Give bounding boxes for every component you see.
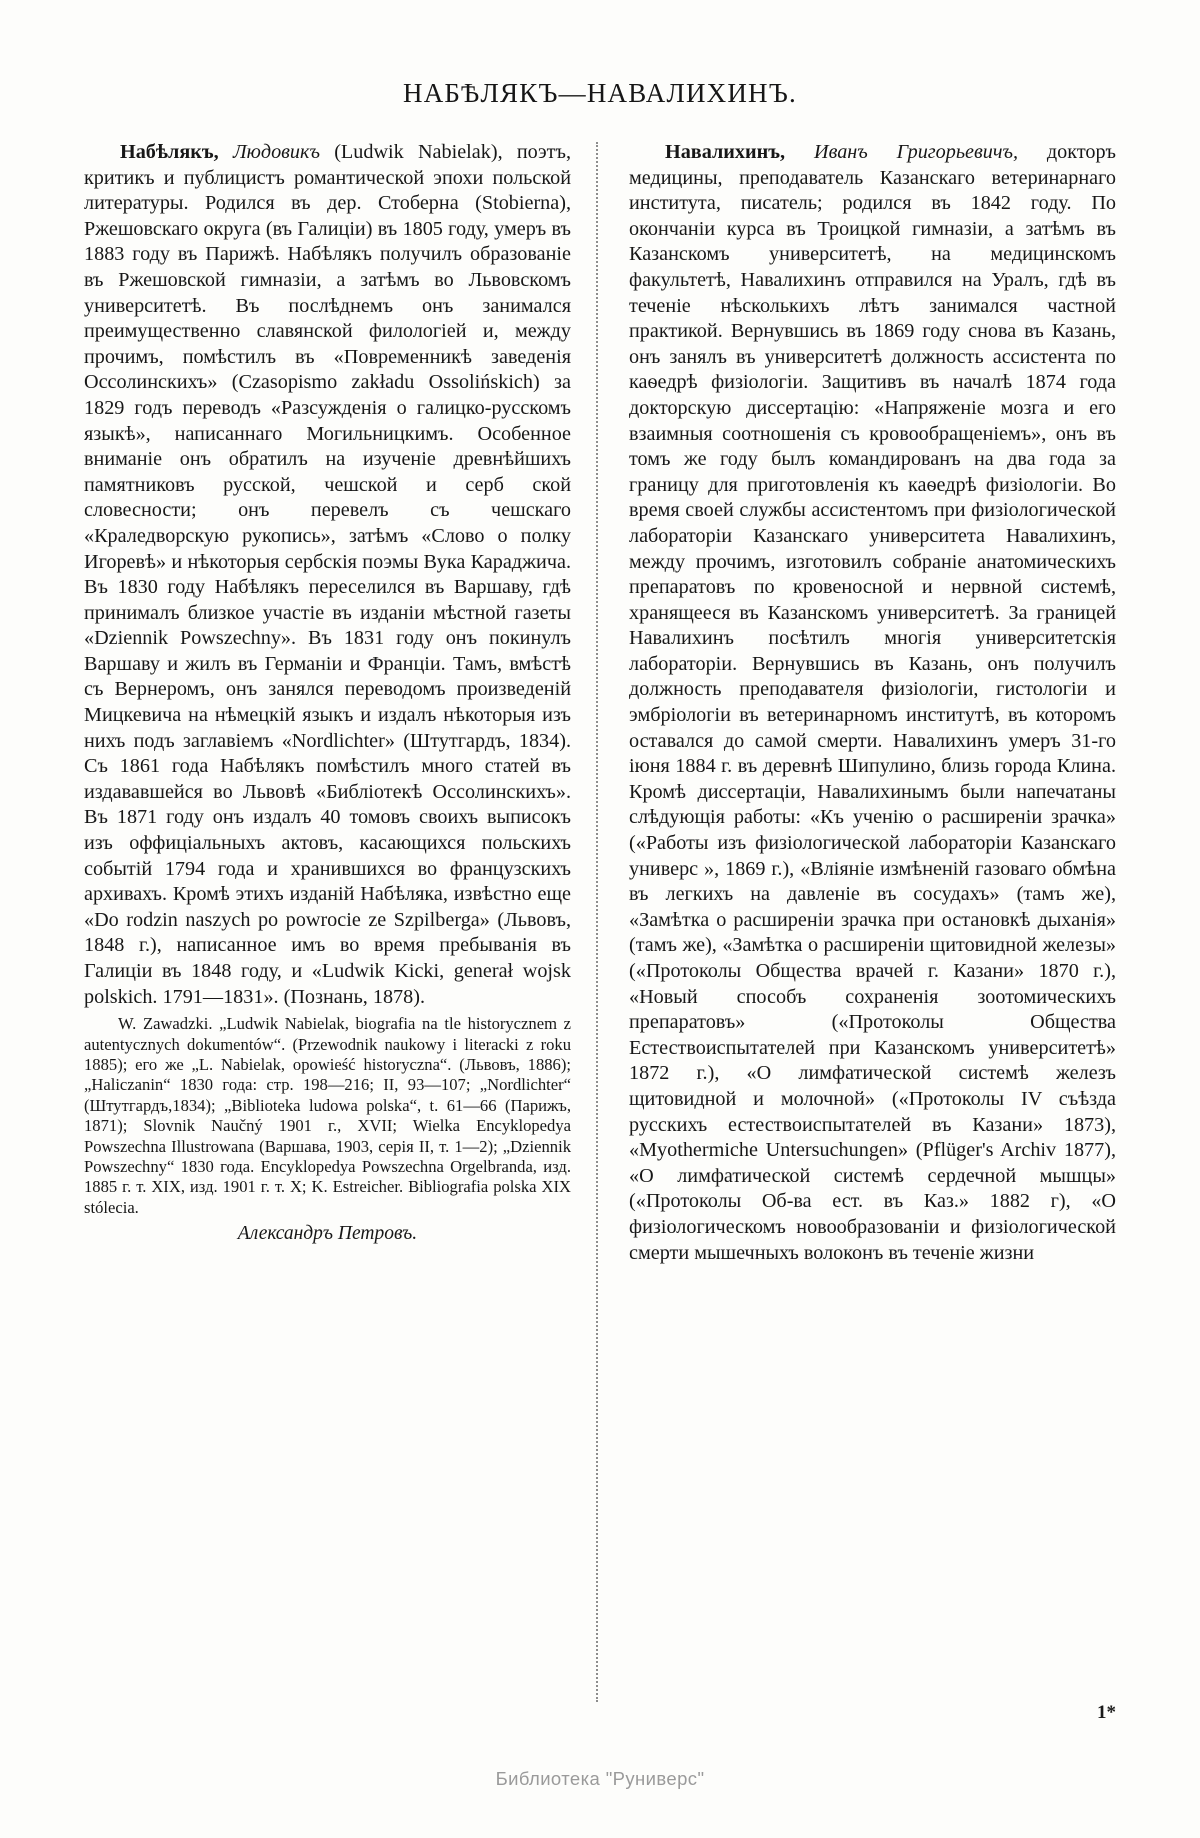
entry-full-name: Людовикъ bbox=[218, 141, 320, 163]
entry-nabelak bbox=[84, 140, 571, 1247]
left-column bbox=[84, 140, 571, 1247]
entry-headword: Набѣлякъ, bbox=[120, 141, 219, 163]
entry-full-name: Иванъ Григорьевичъ, bbox=[785, 141, 1019, 163]
column-divider bbox=[596, 142, 598, 1702]
library-watermark: Библиотека "Руниверс" bbox=[495, 1768, 705, 1789]
entry-body-text: докторъ медицины, преподаватель Казанскаго ветеринарнаго института, писатель; родился въ 1842 году. По окончаніи курса въ Троицкой гимназіи, а затѣмъ въ Казанскомъ университетѣ, на медицинскомъ факультетѣ, Навалихинъ отправился на Уралъ, гдѣ въ теченіе нѣсколькихъ лѣтъ занимался частной практикой. Вернувшись въ 1869 году снова въ Казань, онъ занялъ въ университетѣ должность ассистента по каѳедрѣ физіологіи. Защитивъ въ началѣ 1874 года докторскую диссертацію: «Напряженіе мозга и его взаимныя соотношенія съ кровообращеніемъ», онъ въ томъ же году былъ командированъ на два года за границу для приготовленія къ каѳедрѣ физіологіи. Во время своей службы ассистентомъ при физіологической лабораторіи Казанскаго университета Навалихинъ, между прочимъ, изготовилъ собраніе анатомическихъ препаратовъ по кровеносной и нервной системѣ, хранящееся въ Казанскомъ университетѣ. За границей Навалихинъ посѣтилъ многія университетскія лабораторіи. Вернувшись въ Казань, онъ получилъ должность преподавателя физіологіи, гистологіи и эмбріологіи въ ветеринарномъ институтѣ, въ которомъ оставался до самой смерти. Навалихинъ умеръ 31-го іюня 1884 г. въ деревнѣ Шипулино, близь города Клина. Кромѣ диссертаціи, Навалихинымъ были напечатаны слѣдующія работы: «Къ ученію о расширеніи зрачка» («Работы изъ физіологической лабораторіи Казанскаго универс », 1869 г.), «Вліяніе измѣненій газоваго обмѣна въ легкихъ на давленіе въ сосудахъ» (тамъ же), «Замѣтка о расширеніи зрачка при остановкѣ дыханія» (тамъ же), «Замѣтка о расширеніи щитовидной железы» («Протоколы Общества врачей г. Казани» 1870 г.), «Новый способъ сохраненія зоотомическихъ препаратовъ» («Протоколы Общества Естествоиспытателей при Казанскомъ университетѣ» 1872 г.), «О лимфатической системѣ железъ щитовидной и молочной» («Протоколы IV съѣзда русскихъ естествоиспытателей въ Казани» 1873), «Myothermiche Untersuchungen» (Pflüger's Archiv 1877), «О лимфатической системѣ сердечной мышцы» («Протоколы Об-ва ест. въ Каз.» 1882 г), «О физіологическомъ новообразованіи и физіологической смерти мышечныхъ волоконъ въ теченіе жизни bbox=[629, 141, 1116, 1264]
running-head: НАБѢЛЯКЪ—НАВАЛИХИНЪ. bbox=[403, 78, 797, 108]
right-column bbox=[629, 140, 1116, 1266]
entry-body-text: (Ludwik Nabielak), поэтъ, критикъ и публицистъ романтической эпохи польской литературы. Родился въ дер. Стоберна (Stobierna), Ржешовскаго округа (въ Галиціи) въ 1805 году, умеръ въ 1883 году въ Парижѣ. Набѣлякъ получилъ образованіе въ Ржешовской гимназіи, а затѣмъ во Львовскомъ университетѣ. Въ послѣднемъ онъ занимался преимущественно славянской филологіей и, между прочимъ, помѣстилъ въ «Повременникѣ заведенія Оссолинскихъ» (Czasopismo zakładu Ossolińskich) за 1829 годъ переводъ «Разсужденія о галицко-русскомъ языкѣ», написаннаго Могильницкимъ. Особенное вниманіе онъ обратилъ на изученіе древнѣйшихъ памятниковъ русской, чешской и серб ской словесности; онъ перевелъ съ чешскаго «Краледворскую рукопись», затѣмъ «Слово о полку Игоревѣ» и нѣкоторыя сербскія поэмы Вука Караджича. Въ 1830 году Набѣлякъ переселился въ Варшаву, гдѣ принималъ близкое участіе въ изданіи мѣстной газеты «Dziennik Powszechny». Въ 1831 году онъ покинулъ Варшаву и жилъ въ Германіи и Франціи. Тамъ, вмѣстѣ съ Вернеромъ, онъ занялся переводомъ произведеній Мицкевича на нѣмецкій языкъ и издалъ нѣкоторыя изъ нихъ подъ заглавіемъ «Nordlichter» (Штутгардъ, 1834). Съ 1861 года Набѣлякъ помѣстилъ много статей въ издававшейся во Львовѣ «Библіотекѣ Оссолинскихъ». Въ 1871 году онъ издалъ 40 томовъ своихъ выписокъ изъ оффиціальныхъ актовъ, касающихся польскихъ событій 1794 года и хранившихся во французскихъ архивахъ. Кромѣ этихъ изданій Набѣляка, извѣстно еще «Do rodzin naszych po powrocie ze Szpilberga» (Львовъ, 1848 г.), написанное имъ во время пребыванія въ Галиціи въ 1848 году, и «Ludwik Kicki, generał wojsk polskich. 1791—1831». (Познань, 1878). bbox=[84, 141, 571, 1008]
page-number: 1* bbox=[1097, 1702, 1116, 1723]
entry-signature: Александръ Петровъ. bbox=[237, 1223, 418, 1245]
entry-references: W. Zawadzki. „Ludwik Nabielak, biografia na tle historycznem z autentycznych dokumentów“. (Przewodnik naukowy i literacki z roku 1885); его же „L. Nabielak, opowieść historyczna“. (Львовъ, 1886); „Haliczanin“ 1830 года: стр. 198—216; II, 93—107; „Nordlichter“ (Штутгардъ,1834); „Biblioteka ludowa polska“, t. 61—66 (Парижъ, 1871); Slovnik Naučný 1901 г., XVII; Wielka Encyklopedya Powszechna Illustrowana (Варшава, 1903, серія II, т. 1—2); „Dziennik Powszechny“ 1830 года. Encyklopedya Powszechna Orgelbranda, изд. 1885 г. т. XIX, изд. 1901 г. т. X; K. Estreicher. Bibliografia polska XIX stólecia. bbox=[84, 1014, 571, 1217]
entry-navalikhin bbox=[629, 140, 1116, 1266]
entry-headword: Навалихинъ, bbox=[665, 141, 786, 163]
two-column-body bbox=[84, 140, 1116, 1760]
